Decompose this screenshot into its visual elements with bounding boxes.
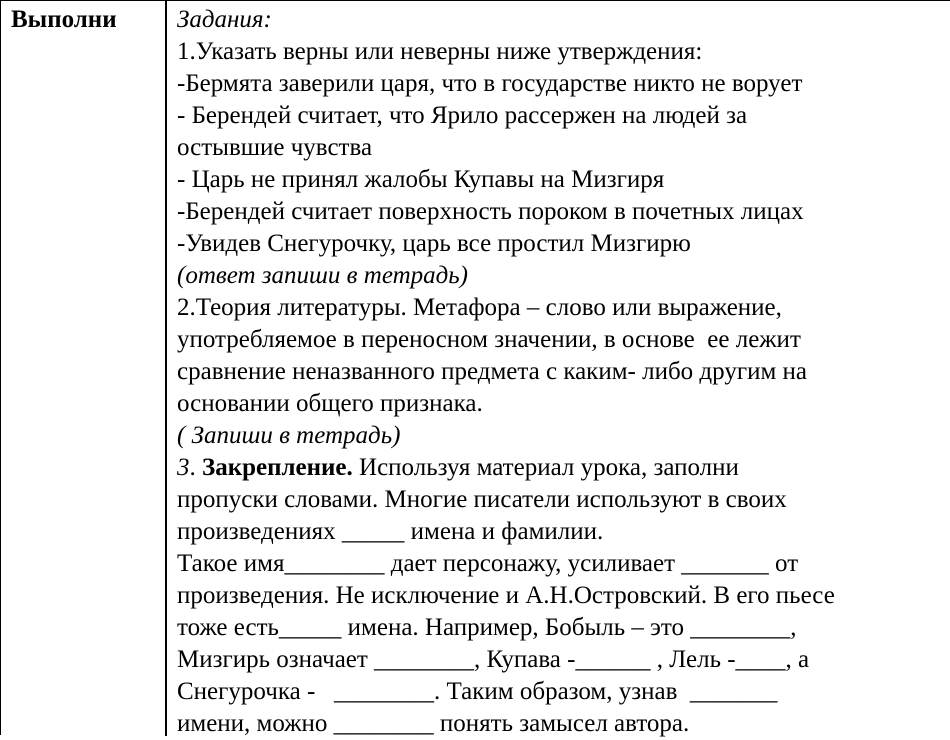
- task2-line: 2.Теория литературы. Метафора – слово или выражение,: [177, 294, 782, 321]
- task1-statement: - Царь не принял жалобы Купавы на Мизгиря: [177, 166, 665, 193]
- task3-number-suffix: .: [189, 454, 202, 481]
- task3-line: Такое имя________ дает персонажу, усиливает _______ от: [177, 550, 799, 577]
- task3-line: Снегурочка - ________. Таким образом, узнав _______: [177, 678, 778, 705]
- task3-number: 3: [177, 454, 190, 481]
- task3-line: пропуски словами. Многие писатели используют в своих: [177, 486, 787, 513]
- task1-statement: -Увидев Снегурочку, царь все простил Мизгирю: [177, 230, 691, 257]
- task3-line: произведениях _____ имена и фамилии.: [177, 518, 604, 545]
- task2-line: основании общего признака.: [177, 390, 483, 417]
- task2-note: ( Запиши в тетрадь): [177, 422, 401, 449]
- task1-note: (ответ запиши в тетрадь): [177, 262, 469, 289]
- task3-line: имени, можно ________ понять замысел автора.: [177, 710, 690, 737]
- task2-line: сравнение неназванного предмета с каким- либо другим на: [177, 358, 807, 385]
- left-cell-label: Выполни: [11, 6, 117, 33]
- task3-line: Мизгирь означает ________, Купава -______ , Лель -____, а: [177, 646, 810, 673]
- task2-line: употребляемое в переносном значении, в основе ее лежит: [177, 326, 801, 353]
- task1-statement: остывшие чувства: [177, 134, 373, 161]
- task1-title: 1.Указать верны или неверны ниже утверждения:: [177, 38, 703, 65]
- tasks-heading: Задания:: [177, 6, 272, 33]
- right-cell-content: [177, 4, 947, 740]
- task1-statement: -Бермята заверили царя, что в государстве никто не ворует: [177, 70, 803, 97]
- task1-statement: -Берендей считает поверхность пороком в почетных лицах: [177, 198, 804, 225]
- task3-line: тоже есть_____ имена. Например, Бобыль – это ________,: [177, 614, 797, 641]
- column-divider: [165, 1, 167, 736]
- task1-statement: - Берендей считает, что Ярило рассержен на людей за: [177, 102, 748, 129]
- task3-first-line: [177, 452, 947, 484]
- task3-first-line-rest: Используя материал урока, заполни: [352, 454, 739, 481]
- task3-bold-title: Закрепление.: [202, 454, 353, 481]
- task3-line: произведения. Не исключение и А.Н.Островский. В его пьесе: [177, 582, 835, 609]
